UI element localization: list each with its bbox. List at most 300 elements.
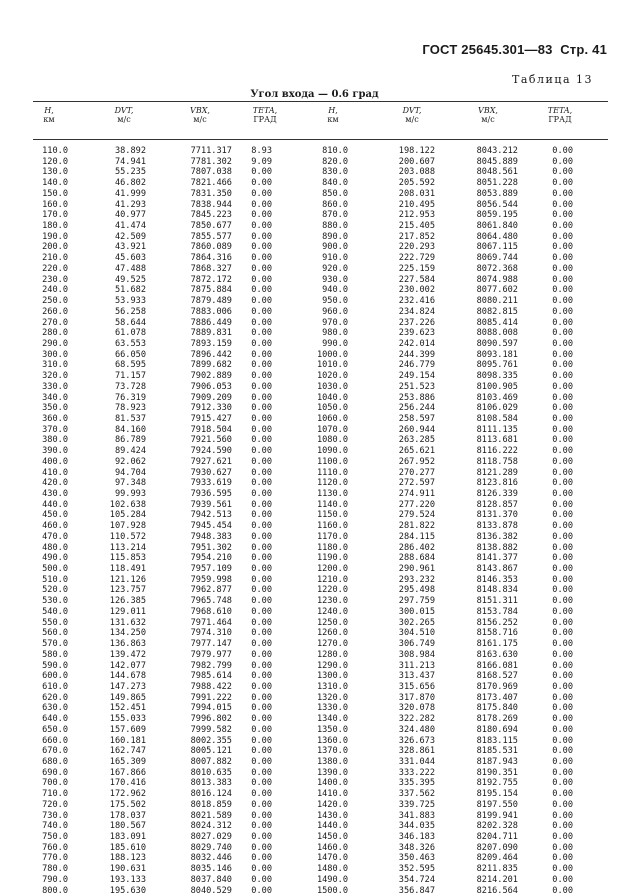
table-cell: 258.597 bbox=[398, 413, 435, 424]
table-cell: 1190.0 bbox=[316, 553, 348, 564]
table-cell: 360.0 bbox=[42, 413, 68, 424]
table-cell: 900.0 bbox=[322, 242, 348, 253]
table-cell: 140.0 bbox=[42, 178, 68, 189]
table-cell: 56.258 bbox=[114, 306, 146, 317]
table-cell: 1110.0 bbox=[316, 467, 348, 478]
table-cell: 800.0 bbox=[42, 885, 68, 896]
table-cell: 1500.0 bbox=[316, 885, 348, 896]
table-cell: 8187.943 bbox=[476, 756, 518, 767]
table-cell: 0.00 bbox=[251, 885, 272, 896]
table-cell: 7850.677 bbox=[190, 221, 232, 232]
table-cell: 237.226 bbox=[398, 317, 435, 328]
table-cell: 244.399 bbox=[398, 349, 435, 360]
table-cell: 670.0 bbox=[42, 746, 68, 757]
table-cell: 8202.328 bbox=[476, 821, 518, 832]
table-cell: 7711.317 bbox=[190, 146, 232, 156]
table-cell: 212.953 bbox=[398, 210, 435, 221]
col-header-vbx-left: VBX, м/с bbox=[190, 106, 210, 124]
table-cell: 41.474 bbox=[114, 221, 146, 232]
table-cell: 0.00 bbox=[552, 564, 573, 575]
table-cell: 0.00 bbox=[251, 553, 272, 564]
column-vbx-left bbox=[176, 146, 232, 896]
table-cell: 0.00 bbox=[552, 628, 573, 639]
table-cell: 356.847 bbox=[398, 885, 435, 896]
table-cell: 326.673 bbox=[398, 735, 435, 746]
table-cell: 0.00 bbox=[251, 221, 272, 232]
table-cell: 0.00 bbox=[251, 338, 272, 349]
table-cell: 0.00 bbox=[251, 628, 272, 639]
table-cell: 610.0 bbox=[42, 681, 68, 692]
table-cell: 320.0 bbox=[42, 371, 68, 382]
table-cell: 302.265 bbox=[398, 617, 435, 628]
table-cell: 74.941 bbox=[114, 156, 146, 167]
table-cell: 308.984 bbox=[398, 649, 435, 660]
table-cell: 1000.0 bbox=[316, 349, 348, 360]
table-cell: 0.00 bbox=[251, 789, 272, 800]
table-cell: 0.00 bbox=[251, 392, 272, 403]
table-cell: 1330.0 bbox=[316, 703, 348, 714]
table-cell: 86.789 bbox=[114, 435, 146, 446]
table-cell: 274.911 bbox=[398, 489, 435, 499]
table-cell: 8.93 bbox=[251, 146, 272, 156]
table-cell: 7930.627 bbox=[190, 467, 232, 478]
table-cell: 750.0 bbox=[42, 832, 68, 842]
table-cell: 7915.427 bbox=[190, 413, 232, 424]
table-cell: 0.00 bbox=[552, 263, 573, 274]
table-cell: 8103.469 bbox=[476, 392, 518, 403]
table-cell: 0.00 bbox=[552, 756, 573, 767]
table-cell: 322.282 bbox=[398, 714, 435, 725]
table-cell: 210.0 bbox=[42, 253, 68, 264]
table-cell: 1210.0 bbox=[316, 574, 348, 585]
table-cell: 0.00 bbox=[251, 231, 272, 242]
column-teta-left bbox=[244, 146, 272, 896]
table-cell: 0.00 bbox=[552, 435, 573, 446]
table-cell: 92.062 bbox=[114, 456, 146, 467]
table-cell: 7965.748 bbox=[190, 596, 232, 607]
table-cell: 7933.619 bbox=[190, 478, 232, 489]
table-cell: 190.631 bbox=[109, 864, 146, 875]
table-cell: 520.0 bbox=[42, 585, 68, 596]
table-cell: 180.0 bbox=[42, 221, 68, 232]
table-cell: 0.00 bbox=[251, 703, 272, 714]
table-cell: 8051.228 bbox=[476, 178, 518, 189]
table-cell: 81.537 bbox=[114, 413, 146, 424]
table-cell: 7883.006 bbox=[190, 306, 232, 317]
table-cell: 590.0 bbox=[42, 660, 68, 671]
table-cell: 139.472 bbox=[109, 649, 146, 660]
table-cell: 0.00 bbox=[552, 767, 573, 778]
table-cell: 210.495 bbox=[398, 199, 435, 210]
table-cell: 1240.0 bbox=[316, 606, 348, 617]
table-cell: 0.00 bbox=[251, 253, 272, 264]
table-cell: 7831.350 bbox=[190, 188, 232, 199]
table-cell: 1440.0 bbox=[316, 821, 348, 832]
table-cell: 7855.577 bbox=[190, 231, 232, 242]
table-cell: 8106.029 bbox=[476, 403, 518, 414]
table-cell: 1350.0 bbox=[316, 724, 348, 735]
table-cell: 8037.840 bbox=[190, 874, 232, 885]
doc-code: ГОСТ 25645.301—83 bbox=[422, 42, 553, 57]
table-cell: 89.424 bbox=[114, 446, 146, 457]
table-cell: 113.214 bbox=[109, 542, 146, 553]
table-cell: 8163.630 bbox=[476, 649, 518, 660]
table-cell: 0.00 bbox=[251, 767, 272, 778]
table-cell: 7889.831 bbox=[190, 328, 232, 339]
table-cell: 8061.840 bbox=[476, 221, 518, 232]
table-cell: 0.00 bbox=[251, 263, 272, 274]
table-cell: 8118.758 bbox=[476, 456, 518, 467]
table-cell: 7954.210 bbox=[190, 553, 232, 564]
table-cell: 8064.480 bbox=[476, 231, 518, 242]
table-cell: 620.0 bbox=[42, 692, 68, 703]
table-cell: 78.923 bbox=[114, 403, 146, 414]
table-cell: 7962.877 bbox=[190, 585, 232, 596]
table-cell: 0.00 bbox=[552, 521, 573, 532]
table-cell: 0.00 bbox=[251, 521, 272, 532]
table-cell: 8059.195 bbox=[476, 210, 518, 221]
table-cell: 8197.550 bbox=[476, 799, 518, 810]
table-cell: 8093.181 bbox=[476, 349, 518, 360]
table-cell: 0.00 bbox=[251, 724, 272, 735]
table-cell: 0.00 bbox=[552, 338, 573, 349]
table-cell: 870.0 bbox=[322, 210, 348, 221]
table-cell: 0.00 bbox=[251, 639, 272, 650]
table-cell: 0.00 bbox=[251, 510, 272, 521]
table-cell: 1250.0 bbox=[316, 617, 348, 628]
table-cell: 200.607 bbox=[398, 156, 435, 167]
table-cell: 297.759 bbox=[398, 596, 435, 607]
table-cell: 215.405 bbox=[398, 221, 435, 232]
table-cell: 0.00 bbox=[552, 199, 573, 210]
table-cell: 0.00 bbox=[251, 306, 272, 317]
table-cell: 68.595 bbox=[114, 360, 146, 371]
table-cell: 0.00 bbox=[552, 746, 573, 757]
table-cell: 940.0 bbox=[322, 285, 348, 296]
table-cell: 7971.464 bbox=[190, 617, 232, 628]
table-cell: 0.00 bbox=[552, 328, 573, 339]
table-cell: 0.00 bbox=[251, 596, 272, 607]
table-cell: 284.115 bbox=[398, 531, 435, 542]
table-cell: 1280.0 bbox=[316, 649, 348, 660]
table-cell: 203.088 bbox=[398, 167, 435, 178]
table-cell: 1490.0 bbox=[316, 874, 348, 885]
table-cell: 1260.0 bbox=[316, 628, 348, 639]
table-cell: 281.822 bbox=[398, 521, 435, 532]
table-cell: 8143.867 bbox=[476, 564, 518, 575]
table-cell: 178.037 bbox=[109, 810, 146, 821]
table-cell: 0.00 bbox=[552, 789, 573, 800]
table-cell: 0.00 bbox=[251, 242, 272, 253]
table-cell: 58.644 bbox=[114, 317, 146, 328]
table-cell: 7979.977 bbox=[190, 649, 232, 660]
table-cell: 7821.466 bbox=[190, 178, 232, 189]
table-cell: 1160.0 bbox=[316, 521, 348, 532]
table-cell: 0.00 bbox=[251, 456, 272, 467]
table-cell: 820.0 bbox=[322, 156, 348, 167]
table-cell: 0.00 bbox=[552, 306, 573, 317]
table-cell: 0.00 bbox=[251, 167, 272, 178]
table-cell: 344.035 bbox=[398, 821, 435, 832]
table-cell: 0.00 bbox=[251, 756, 272, 767]
table-cell: 540.0 bbox=[42, 606, 68, 617]
table-cell: 0.00 bbox=[552, 724, 573, 735]
table-cell: 770.0 bbox=[42, 853, 68, 864]
column-h-left bbox=[30, 146, 68, 896]
table-cell: 8151.311 bbox=[476, 596, 518, 607]
col-header-dvt-left: DVT, м/с bbox=[114, 106, 134, 124]
table-cell: 8170.969 bbox=[476, 681, 518, 692]
table-cell: 890.0 bbox=[322, 231, 348, 242]
table-cell: 8209.464 bbox=[476, 853, 518, 864]
table-cell: 130.0 bbox=[42, 167, 68, 178]
table-cell: 42.509 bbox=[114, 231, 146, 242]
table-cell: 167.866 bbox=[109, 767, 146, 778]
table-cell: 267.952 bbox=[398, 456, 435, 467]
table-cell: 230.002 bbox=[398, 285, 435, 296]
table-cell: 352.595 bbox=[398, 864, 435, 875]
table-cell: 7918.504 bbox=[190, 424, 232, 435]
table-cell: 0.00 bbox=[251, 531, 272, 542]
table-cell: 8141.377 bbox=[476, 553, 518, 564]
table-cell: 7781.302 bbox=[190, 156, 232, 167]
table-cell: 110.572 bbox=[109, 531, 146, 542]
table-cell: 0.00 bbox=[251, 799, 272, 810]
table-cell: 317.870 bbox=[398, 692, 435, 703]
table-cell: 1470.0 bbox=[316, 853, 348, 864]
table-cell: 700.0 bbox=[42, 778, 68, 789]
table-cell: 320.078 bbox=[398, 703, 435, 714]
table-cell: 1010.0 bbox=[316, 360, 348, 371]
table-cell: 265.621 bbox=[398, 446, 435, 457]
table-cell: 0.00 bbox=[552, 467, 573, 478]
table-cell: 8005.121 bbox=[190, 746, 232, 757]
table-cell: 0.00 bbox=[251, 199, 272, 210]
table-cell: 430.0 bbox=[42, 489, 68, 499]
table-cell: 120.0 bbox=[42, 156, 68, 167]
table-cell: 930.0 bbox=[322, 274, 348, 285]
table-cell: 1040.0 bbox=[316, 392, 348, 403]
table-cell: 7982.799 bbox=[190, 660, 232, 671]
table-cell: 260.0 bbox=[42, 306, 68, 317]
table-cell: 0.00 bbox=[552, 649, 573, 660]
table-cell: 0.00 bbox=[251, 542, 272, 553]
table-cell: 8195.154 bbox=[476, 789, 518, 800]
table-cell: 8088.008 bbox=[476, 328, 518, 339]
table-cell: 330.0 bbox=[42, 381, 68, 392]
table-cell: 0.00 bbox=[251, 746, 272, 757]
table-cell: 760.0 bbox=[42, 842, 68, 853]
table-cell: 225.159 bbox=[398, 263, 435, 274]
table-cell: 8045.889 bbox=[476, 156, 518, 167]
table-cell: 1450.0 bbox=[316, 832, 348, 842]
table-cell: 195.630 bbox=[109, 885, 146, 896]
table-cell: 335.395 bbox=[398, 778, 435, 789]
table-cell: 339.725 bbox=[398, 799, 435, 810]
table-cell: 263.285 bbox=[398, 435, 435, 446]
table-cell: 7942.513 bbox=[190, 510, 232, 521]
table-cell: 234.824 bbox=[398, 306, 435, 317]
table-cell: 0.00 bbox=[251, 499, 272, 510]
table-cell: 8069.744 bbox=[476, 253, 518, 264]
table-cell: 8185.531 bbox=[476, 746, 518, 757]
table-cell: 1480.0 bbox=[316, 864, 348, 875]
table-cell: 0.00 bbox=[552, 381, 573, 392]
table-cell: 400.0 bbox=[42, 456, 68, 467]
table-cell: 7996.802 bbox=[190, 714, 232, 725]
table-cell: 8021.589 bbox=[190, 810, 232, 821]
table-cell: 470.0 bbox=[42, 531, 68, 542]
table-cell: 0.00 bbox=[251, 349, 272, 360]
table-cell: 0.00 bbox=[552, 156, 573, 167]
table-cell: 300.0 bbox=[42, 349, 68, 360]
table-cell: 350.463 bbox=[398, 853, 435, 864]
table-cell: 61.078 bbox=[114, 328, 146, 339]
page-header bbox=[422, 42, 607, 57]
table-cell: 155.033 bbox=[109, 714, 146, 725]
table-cell: 0.00 bbox=[552, 671, 573, 682]
table-cell: 0.00 bbox=[251, 864, 272, 875]
table-cell: 8178.269 bbox=[476, 714, 518, 725]
table-cell: 8074.988 bbox=[476, 274, 518, 285]
table-cell: 8040.529 bbox=[190, 885, 232, 896]
table-cell: 0.00 bbox=[251, 874, 272, 885]
table-cell: 0.00 bbox=[251, 606, 272, 617]
col-header-teta-left: TETA, ГРАД bbox=[252, 106, 278, 124]
table-cell: 0.00 bbox=[251, 489, 272, 499]
table-cell: 8216.564 bbox=[476, 885, 518, 896]
table-cell: 8190.351 bbox=[476, 767, 518, 778]
table-cell: 53.933 bbox=[114, 296, 146, 307]
table-cell: 8166.081 bbox=[476, 660, 518, 671]
table-cell: 0.00 bbox=[251, 178, 272, 189]
table-cell: 0.00 bbox=[251, 649, 272, 660]
table-cell: 0.00 bbox=[552, 832, 573, 842]
table-cell: 286.402 bbox=[398, 542, 435, 553]
table-cell: 290.0 bbox=[42, 338, 68, 349]
table-cell: 170.416 bbox=[109, 778, 146, 789]
table-cell: 8077.602 bbox=[476, 285, 518, 296]
table-cell: 0.00 bbox=[251, 360, 272, 371]
table-cell: 66.050 bbox=[114, 349, 146, 360]
table-cell: 0.00 bbox=[552, 285, 573, 296]
table-cell: 0.00 bbox=[552, 660, 573, 671]
table-cell: 0.00 bbox=[552, 510, 573, 521]
table-cell: 55.235 bbox=[114, 167, 146, 178]
table-cell: 134.250 bbox=[109, 628, 146, 639]
table-cell: 251.523 bbox=[398, 381, 435, 392]
table-cell: 0.00 bbox=[552, 296, 573, 307]
table-cell: 0.00 bbox=[251, 478, 272, 489]
table-cell: 1070.0 bbox=[316, 424, 348, 435]
table-cell: 0.00 bbox=[552, 703, 573, 714]
table-cell: 256.244 bbox=[398, 403, 435, 414]
table-cell: 570.0 bbox=[42, 639, 68, 650]
table-cell: 1030.0 bbox=[316, 381, 348, 392]
table-cell: 0.00 bbox=[552, 617, 573, 628]
table-cell: 660.0 bbox=[42, 735, 68, 746]
table-cell: 249.154 bbox=[398, 371, 435, 382]
table-cell: 8153.784 bbox=[476, 606, 518, 617]
table-cell: 1230.0 bbox=[316, 596, 348, 607]
table-cell: 1140.0 bbox=[316, 499, 348, 510]
table-cell: 0.00 bbox=[251, 671, 272, 682]
table-cell: 0.00 bbox=[552, 403, 573, 414]
table-cell: 7875.884 bbox=[190, 285, 232, 296]
table-cell: 710.0 bbox=[42, 789, 68, 800]
table-cell: 7924.590 bbox=[190, 446, 232, 457]
table-cell: 8180.694 bbox=[476, 724, 518, 735]
table-cell: 115.853 bbox=[109, 553, 146, 564]
table-cell: 0.00 bbox=[251, 285, 272, 296]
table-cell: 7868.327 bbox=[190, 263, 232, 274]
table-cell: 0.00 bbox=[552, 553, 573, 564]
table-cell: 8056.544 bbox=[476, 199, 518, 210]
table-cell: 0.00 bbox=[552, 178, 573, 189]
table-cell: 7994.015 bbox=[190, 703, 232, 714]
table-cell: 0.00 bbox=[251, 842, 272, 853]
table-cell: 8108.584 bbox=[476, 413, 518, 424]
table-cell: 0.00 bbox=[552, 413, 573, 424]
table-cell: 183.091 bbox=[109, 832, 146, 842]
table-cell: 450.0 bbox=[42, 510, 68, 521]
table-cell: 7951.302 bbox=[190, 542, 232, 553]
table-cell: 242.014 bbox=[398, 338, 435, 349]
table-cell: 333.222 bbox=[398, 767, 435, 778]
table-cell: 136.863 bbox=[109, 639, 146, 650]
table-cell: 1370.0 bbox=[316, 746, 348, 757]
page-label: Стр. 41 bbox=[560, 42, 607, 57]
table-cell: 1220.0 bbox=[316, 585, 348, 596]
table-cell: 0.00 bbox=[552, 253, 573, 264]
table-cell: 650.0 bbox=[42, 724, 68, 735]
table-cell: 0.00 bbox=[552, 188, 573, 199]
table-cell: 7906.053 bbox=[190, 381, 232, 392]
table-cell: 313.437 bbox=[398, 671, 435, 682]
table-cell: 246.779 bbox=[398, 360, 435, 371]
table-cell: 390.0 bbox=[42, 446, 68, 457]
table-cell: 560.0 bbox=[42, 628, 68, 639]
table-cell: 1060.0 bbox=[316, 413, 348, 424]
table-cell: 277.220 bbox=[398, 499, 435, 510]
table-cell: 0.00 bbox=[552, 210, 573, 221]
table-cell: 0.00 bbox=[251, 832, 272, 842]
table-cell: 840.0 bbox=[322, 178, 348, 189]
table-cell: 8018.859 bbox=[190, 799, 232, 810]
table-cell: 110.0 bbox=[42, 146, 68, 156]
table-cell: 118.491 bbox=[109, 564, 146, 575]
table-cell: 8035.146 bbox=[190, 864, 232, 875]
table-cell: 370.0 bbox=[42, 424, 68, 435]
table-cell: 910.0 bbox=[322, 253, 348, 264]
table-cell: 331.044 bbox=[398, 756, 435, 767]
table-cell: 38.892 bbox=[114, 146, 146, 156]
table-cell: 220.293 bbox=[398, 242, 435, 253]
col-header-h-left: H, км bbox=[43, 106, 55, 124]
table-cell: 149.865 bbox=[109, 692, 146, 703]
table-cell: 480.0 bbox=[42, 542, 68, 553]
table-cell: 8098.335 bbox=[476, 371, 518, 382]
table-cell: 7948.383 bbox=[190, 531, 232, 542]
table-cell: 1400.0 bbox=[316, 778, 348, 789]
table-cell: 0.00 bbox=[552, 585, 573, 596]
table-cell: 250.0 bbox=[42, 296, 68, 307]
table-cell: 1460.0 bbox=[316, 842, 348, 853]
table-cell: 0.00 bbox=[552, 371, 573, 382]
table-cell: 0.00 bbox=[552, 864, 573, 875]
table-cell: 49.525 bbox=[114, 274, 146, 285]
table-cell: 690.0 bbox=[42, 767, 68, 778]
